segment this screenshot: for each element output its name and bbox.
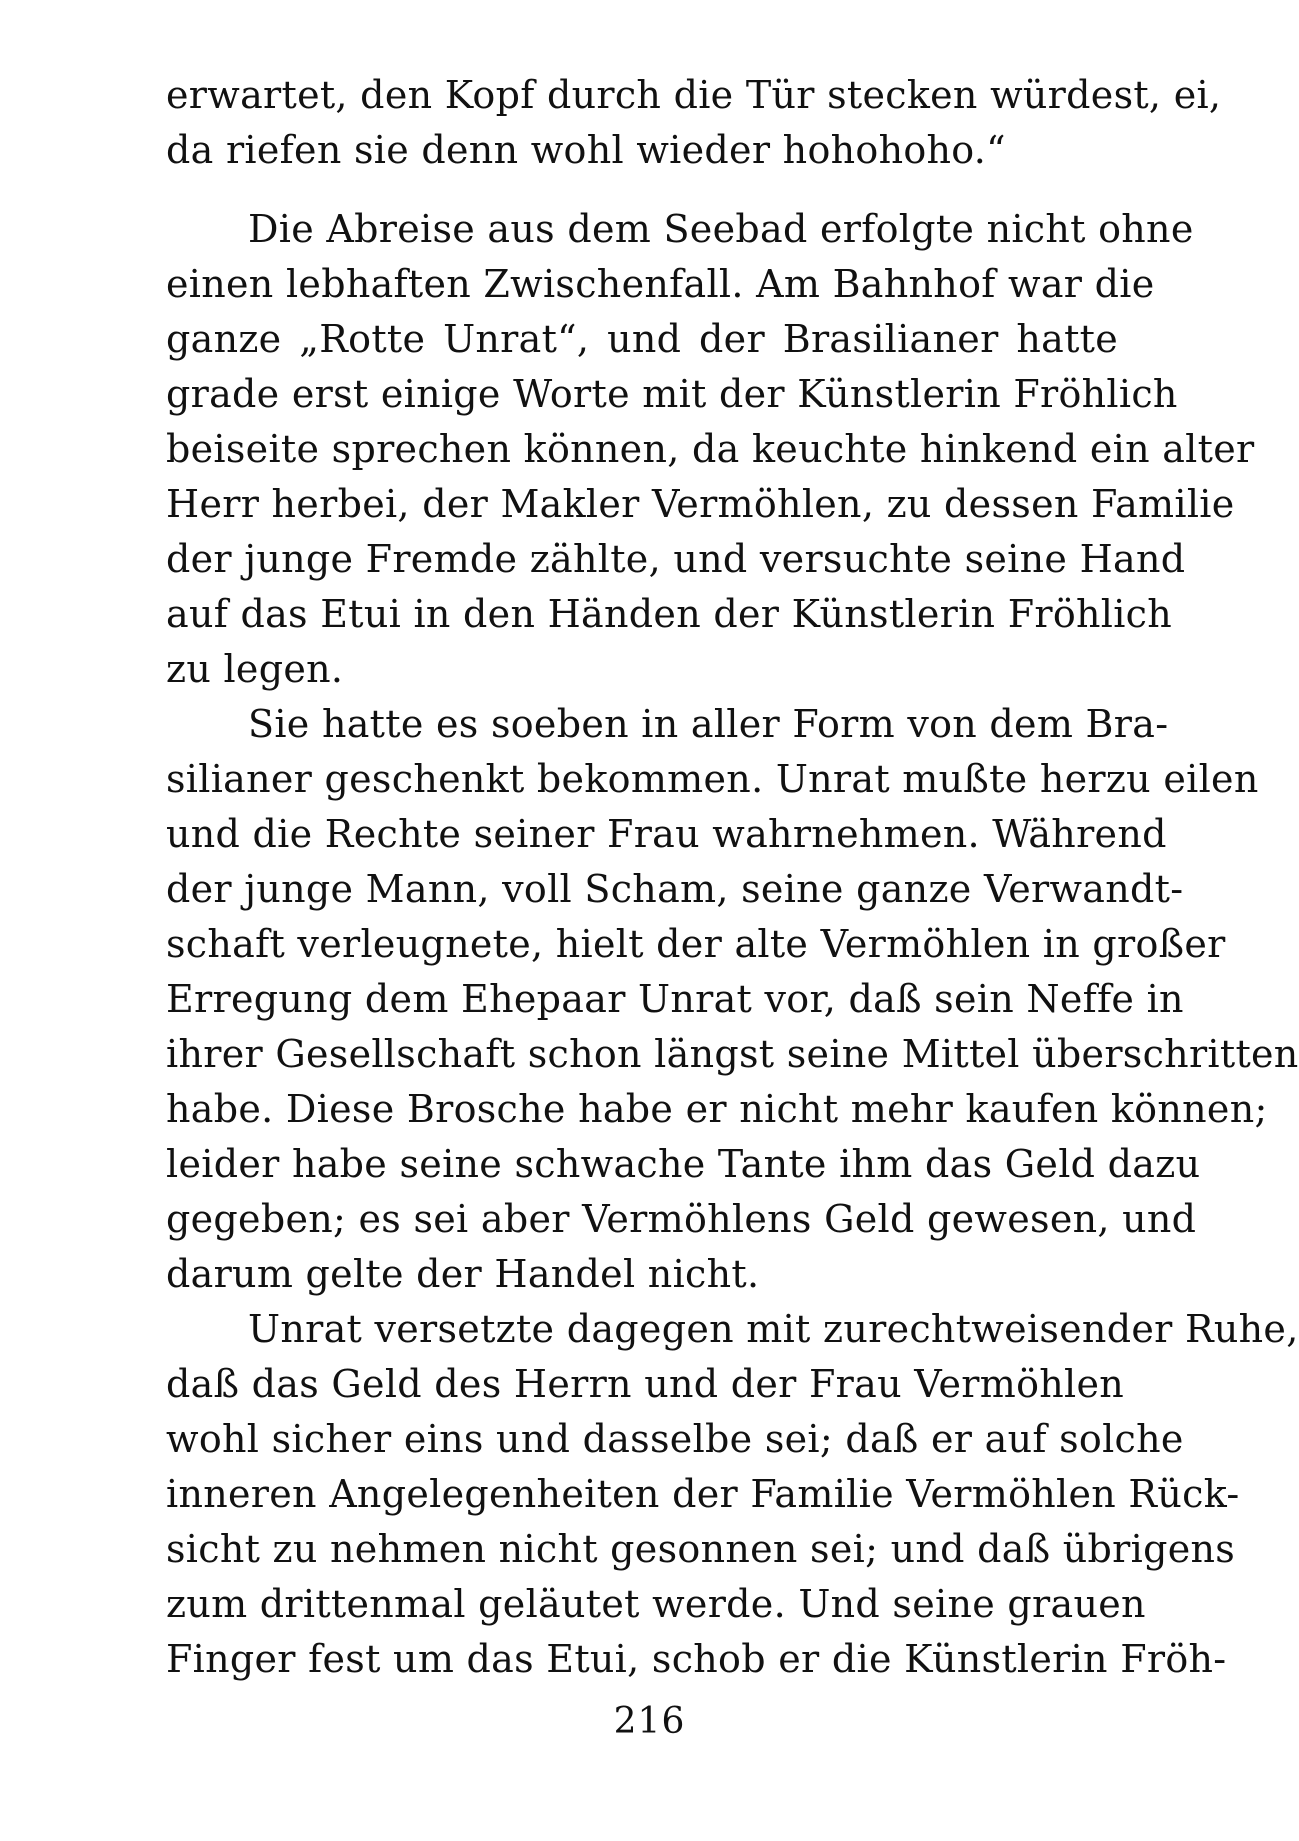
text-line: zu legen. (166, 647, 344, 691)
text-line: da riefen sie denn wohl wieder hohohoho.“ (166, 128, 1006, 172)
text-line: erwartet, den Kopf durch die Tür stecken würdest, ei, (166, 73, 1222, 117)
text-line: beiseite sprechen können, da keuchte hinkend ein alter (166, 427, 1255, 471)
text-line: wohl sicher eins und dasselbe sei; daß er auf solche (166, 1417, 1184, 1461)
text-line: der junge Mann, voll Scham, seine ganze Verwandt- (166, 867, 1184, 911)
text-block-top (166, 68, 1222, 178)
text-block-main (166, 202, 1299, 1687)
text-line: inneren Angelegenheiten der Familie Vermöhlen Rück- (166, 1472, 1240, 1516)
text-line: Finger fest um das Etui, schob er die Künstlerin Fröh- (166, 1637, 1227, 1681)
text-line: leider habe seine schwache Tante ihm das Geld dazu (166, 1142, 1201, 1186)
text-line: schaft verleugnete, hielt der alte Vermöhlen in großer (166, 922, 1226, 966)
text-line: grade erst einige Worte mit der Künstlerin Fröhlich (166, 372, 1178, 416)
text-line: Herr herbei, der Makler Vermöhlen, zu dessen Familie (166, 482, 1235, 526)
paragraph-first-line: Unrat versetzte dagegen mit zurechtweisender Ruhe, (248, 1307, 1299, 1351)
text-line: der junge Fremde zählte, und versuchte seine Hand (166, 537, 1186, 581)
text-line: ganze „Rotte Unrat“, und der Brasilianer hatte (166, 317, 1118, 361)
text-line: darum gelte der Handel nicht. (166, 1252, 760, 1296)
page-number: 216 (613, 1701, 686, 1742)
text-line: gegeben; es sei aber Vermöhlens Geld gewesen, und (166, 1197, 1197, 1241)
paragraph-first-line: Die Abreise aus dem Seebad erfolgte nicht ohne (248, 207, 1194, 251)
paragraph-first-line: Sie hatte es soeben in aller Form von dem Bra- (248, 702, 1169, 746)
text-line: silianer geschenkt bekommen. Unrat mußte herzu eilen (166, 757, 1259, 801)
text-line: ihrer Gesellschaft schon längst seine Mittel überschritten (166, 1032, 1299, 1076)
text-line: Erregung dem Ehepaar Unrat vor, daß sein Neffe in (166, 977, 1184, 1021)
text-line: und die Rechte seiner Frau wahrnehmen. Während (166, 812, 1167, 856)
text-line: einen lebhaften Zwischenfall. Am Bahnhof war die (166, 262, 1155, 306)
text-line: auf das Etui in den Händen der Künstlerin Fröhlich (166, 592, 1173, 636)
text-line: habe. Diese Brosche habe er nicht mehr kaufen können; (166, 1087, 1268, 1131)
text-line: zum drittenmal geläutet werde. Und seine grauen (166, 1582, 1146, 1626)
text-line: daß das Geld des Herrn und der Frau Vermöhlen (166, 1362, 1125, 1406)
text-line: sicht zu nehmen nicht gesonnen sei; und daß übrigens (166, 1527, 1236, 1571)
